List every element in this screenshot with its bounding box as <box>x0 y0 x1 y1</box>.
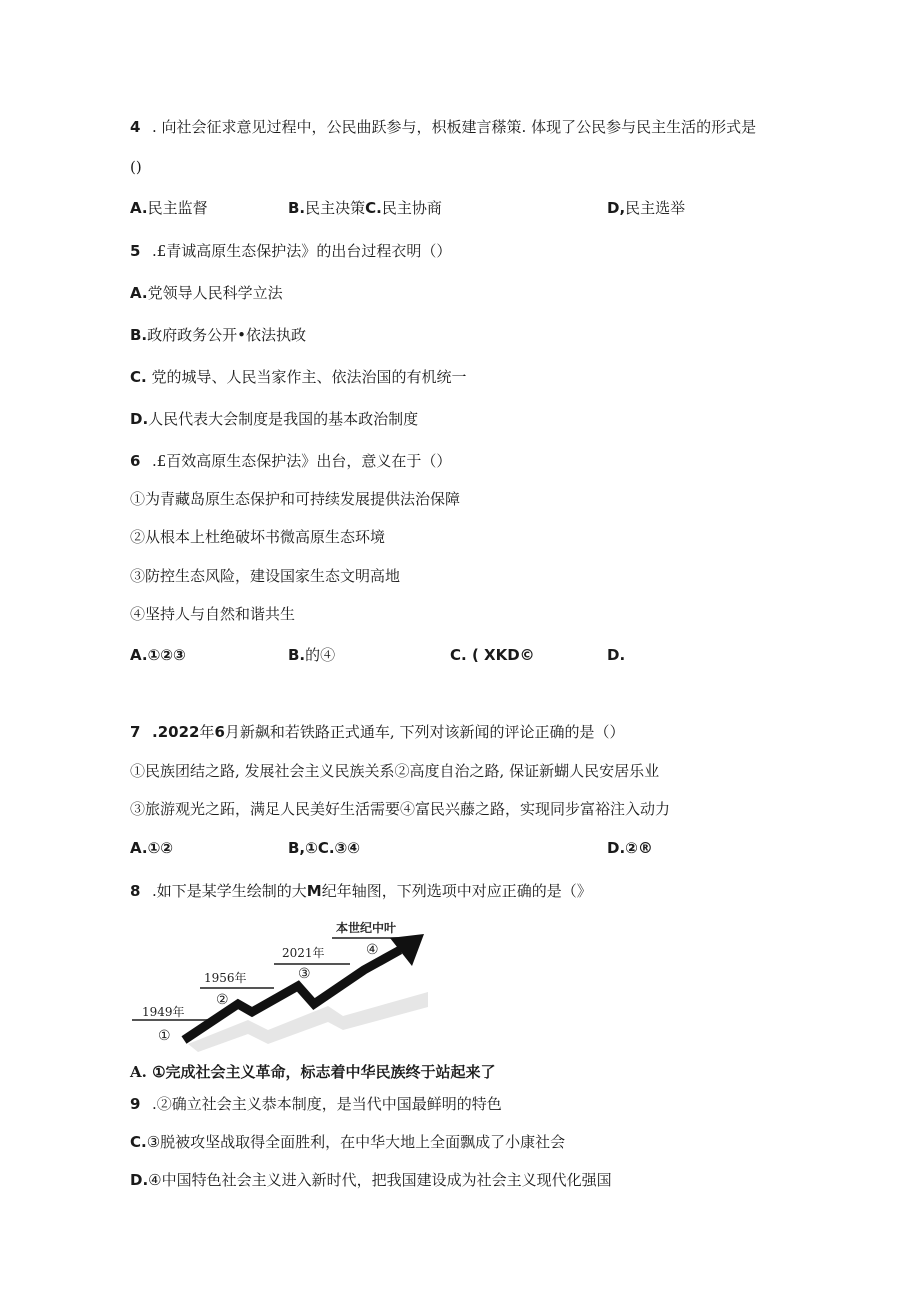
question-5 <box>130 241 451 261</box>
tick-label-1949: 1949年 <box>142 1005 185 1019</box>
tick-label-1956: 1956年 <box>204 971 247 985</box>
question-number: 9 <box>130 1095 141 1113</box>
question-4-paren: () <box>130 158 142 176</box>
option-c: C.③脱被攻坚战取得全面胜利，在中华大地上全面飘成了小康社会 <box>130 1133 566 1151</box>
statement-2: ②从根本上杜绝破坏书微高原生态环境 <box>130 528 386 546</box>
question-8: 8 .如下是某学生绘制的大M纪年轴图，下列选项中对应正确的是（》 <box>130 882 592 900</box>
question-text: .£青诚高原生态保护法》的出台过程衣明（） <box>152 242 452 260</box>
option-a: A.党领导人民科学立法 <box>130 284 283 302</box>
statement-3: ③防控生态风险，建设国家生态文明高地 <box>130 567 401 585</box>
question-4 <box>130 117 756 137</box>
question-number: 8 <box>130 882 141 900</box>
tick-mark-2: ② <box>216 992 229 1008</box>
option-c: C. 党的城导、人民当家作主、依法治国的有机统一 <box>130 368 467 386</box>
option-b: B,①C.③④ <box>288 839 360 857</box>
question-text: .②确立社会主义恭本制度，是当代中国最鲜明的特色 <box>152 1095 502 1113</box>
option-d: D.④中国特色社会主义进入新时代，把我国建设成为社会主义现代化强国 <box>130 1171 612 1189</box>
option-b: B.民主决策C.民主协商 <box>288 199 442 217</box>
option-d: D.人民代表大会制度是我国的基本政治制度 <box>130 410 419 428</box>
tick-mark-1: ① <box>158 1028 171 1044</box>
question-number: 6 <box>130 452 141 470</box>
option-c: C. ( XKD© <box>450 646 535 664</box>
option-b: B.的④ <box>288 646 336 664</box>
option-a: A.民主监督 <box>130 199 208 217</box>
question-number: 5 <box>130 242 141 260</box>
question-9 <box>130 1094 502 1114</box>
option-d: D,民主选举 <box>607 199 686 217</box>
tick-mark-4: ④ <box>366 942 379 958</box>
tick-label-midcentury: 本世纪中叶 <box>336 921 397 935</box>
question-text: . 向社会征求意见过程中，公民曲跃参与，枳板建言䅷策. 体现了公民参与民主生活的形式是 <box>152 118 757 136</box>
option-a: A.①②③ <box>130 646 186 664</box>
option-a: A. ①完成社会主义革命，标志着中华民族终于站起来了 <box>130 1063 496 1081</box>
question-text: .£百效高原生态保护法》出台，意义在于（） <box>152 452 452 470</box>
timeline-figure <box>128 912 448 1052</box>
option-d: D.②® <box>607 839 653 857</box>
statement-4: ④坚持人与自然和谐共生 <box>130 605 296 623</box>
question-number: 7 <box>130 723 141 741</box>
option-b: B.政府政务公开•依法执政 <box>130 326 306 344</box>
statement-1: ①为青藏岛原生态保护和可持续发展提供法治保障 <box>130 490 461 508</box>
statement-line-2: ③旅游观光之跖，满足人民美好生活需要④富民兴藤之路，实现同步富裕注入动力 <box>130 800 671 818</box>
option-d: D. <box>607 646 626 664</box>
tick-label-2021: 2021年 <box>282 946 325 960</box>
tick-mark-3: ③ <box>298 966 311 982</box>
question-7: 7 .2022年6月新飙和若铁路正式通车, 下列对该新闻的评论正确的是（） <box>130 723 625 741</box>
statement-line-1: ①民族团结之路, 发展社会主义民族关系②高度自治之路, 保证新蝴人民安居乐业 <box>130 762 660 780</box>
question-6 <box>130 451 451 471</box>
option-a: A.①② <box>130 839 173 857</box>
question-number: 4 <box>130 118 141 136</box>
